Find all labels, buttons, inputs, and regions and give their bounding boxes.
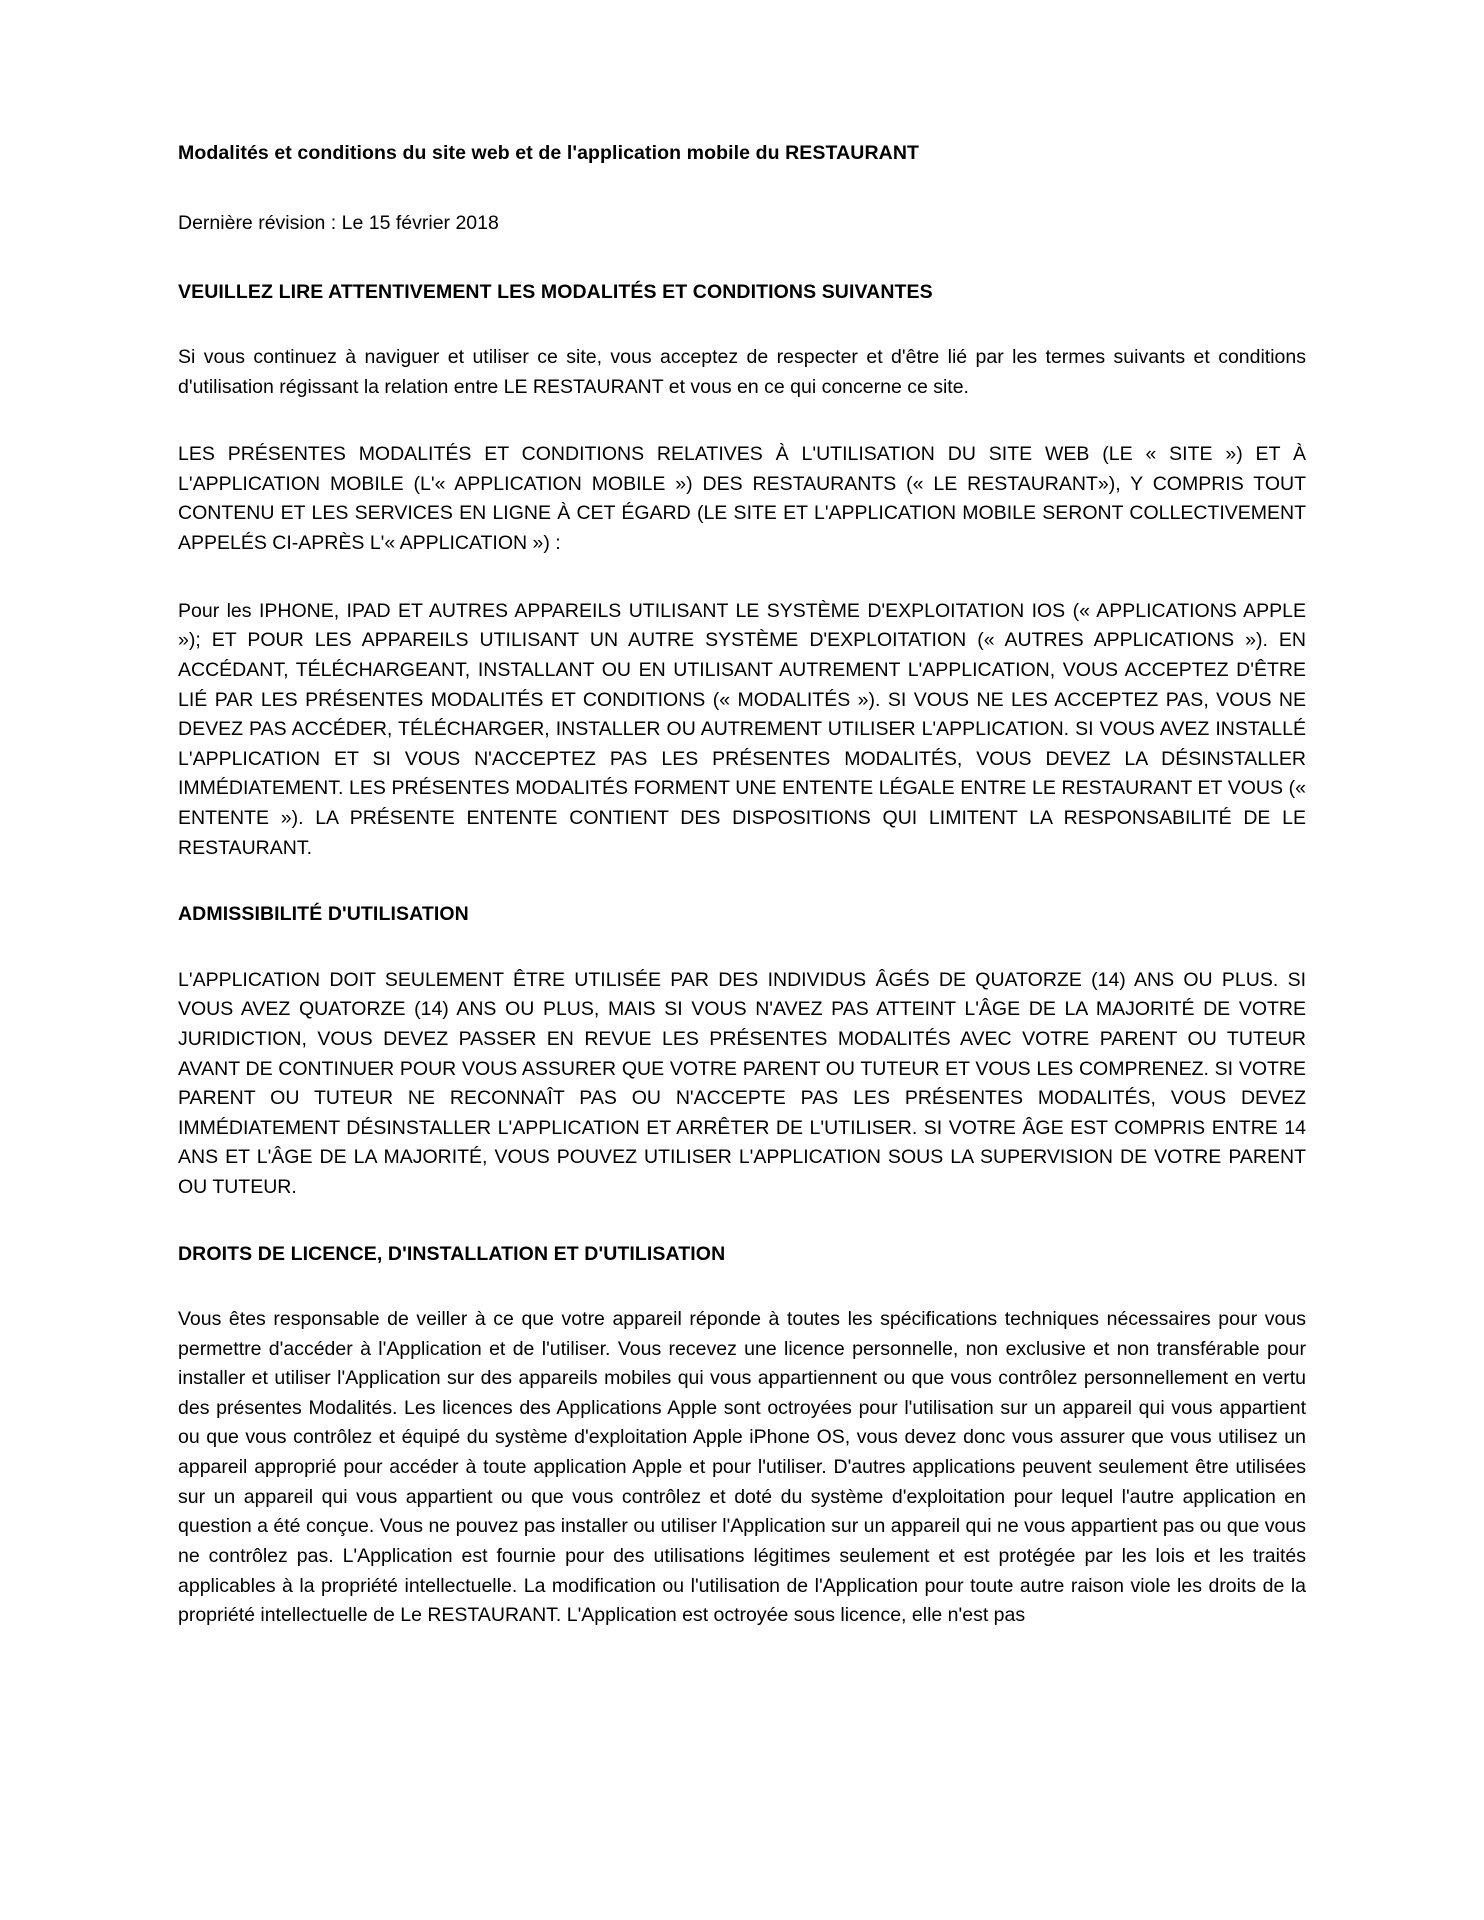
page-title: Modalités et conditions du site web et de l'application mobile du RESTAURANT bbox=[178, 142, 920, 164]
intro-paragraph: Si vous continuez à naviguer et utiliser ce site, vous acceptez de respecter et d'être lié par les termes suivants et conditions d'utilisation régissant la relation entre LE RESTAURANT et vous en ce qui concerne ce site. bbox=[178, 345, 1306, 398]
eligibility-heading: ADMISSIBILITÉ D'UTILISATION bbox=[178, 903, 469, 926]
last-revision-line: Dernière révision : Le 15 février 2018 bbox=[178, 212, 499, 235]
scope-paragraph: LES PRÉSENTES MODALITÉS ET CONDITIONS RELATIVES À L'UTILISATION DU SITE WEB (LE « SITE ») ET À L'APPLICATION MOBILE (L'« APPLICATION MOBILE ») DES RESTAURANTS (« LE RESTAURANT»), Y COMPRIS TOUT CONTENU ET LES SERVICES EN LIGNE À CET ÉGARD (LE SITE ET L'APPLICATION MOBILE SERONT COLLECTIVEMENT APPELÉS CI-APRÈS L'« APPLICATION ») : bbox=[178, 443, 1306, 555]
eligibility-paragraph: L'APPLICATION DOIT SEULEMENT ÊTRE UTILISÉE PAR DES INDIVIDUS ÂGÉS DE QUATORZE (14) ANS OU PLUS. SI VOUS AVEZ QUATORZE (14) ANS OU PLUS, MAIS SI VOUS N'AVEZ PAS ATTEINT L'ÂGE DE LA MAJORITÉ DE VOTRE JURIDICTION, VOUS DEVEZ PASSER EN REVUE LES PRÉSENTES MODALITÉS AVEC VOTRE PARENT OU TUTEUR AVANT DE CONTINUER POUR VOUS ASSURER QUE VOTRE PARENT OU TUTEUR ET VOUS LES COMPRENEZ. SI VOTRE PARENT OU TUTEUR NE RECONNAÎT PAS OU N'ACCEPTE PAS LES PRÉSENTES MODALITÉS, VOUS DEVEZ IMMÉDIATEMENT DÉSINSTALLER L'APPLICATION ET ARRÊTER DE L'UTILISER. SI VOTRE ÂGE EST COMPRIS ENTRE 14 ANS ET L'ÂGE DE LA MAJORITÉ, VOUS POUVEZ UTILISER L'APPLICATION SOUS LA SUPERVISION DE VOTRE PARENT OU TUTEUR. bbox=[178, 968, 1306, 1198]
document-body bbox=[178, 140, 1306, 1631]
notice-heading: VEUILLEZ LIRE ATTENTIVEMENT LES MODALITÉS ET CONDITIONS SUIVANTES bbox=[178, 280, 933, 303]
license-heading: DROITS DE LICENCE, D'INSTALLATION ET D'UTILISATION bbox=[178, 1242, 726, 1265]
license-paragraph: Vous êtes responsable de veiller à ce que votre appareil réponde à toutes les spécifications techniques nécessaires pour vous permettre d'accéder à l'Application et de l'utiliser. Vous recevez une licence personnelle, non exclusive et non transférable pour installer et utiliser l'Application sur des appareils mobiles qui vous appartiennent ou que vous contrôlez personnellement en vertu des présentes Modalités. Les licences des Applications Apple sont octroyées pour l'utilisation sur un appareil qui vous appartient ou que vous contrôlez et équipé du système d'exploitation Apple iPhone OS, vous devez donc vous assurer que vous utilisez un appareil approprié pour accéder à toute application Apple et pour l'utiliser. D'autres applications peuvent seulement être utilisées sur un appareil qui vous appartient ou que vous contrôlez et doté du système d'exploitation pour lequel l'autre application en question a été conçue. Vous ne pouvez pas installer ou utiliser l'Application sur un appareil qui ne vous appartient pas ou que vous ne contrôlez pas. L'Application est fournie pour des utilisations légitimes seulement et est protégée par les lois et les traités applicables à la propriété intellectuelle. La modification ou l'utilisation de l'Application pour toute autre raison viole les droits de la propriété intellectuelle de Le RESTAURANT. L'Application est octroyée sous licence, elle n'est pas bbox=[178, 1307, 1306, 1627]
devices-paragraph: Pour les IPHONE, IPAD ET AUTRES APPAREILS UTILISANT LE SYSTÈME D'EXPLOITATION IOS (« APPLICATIONS APPLE »); ET POUR LES APPAREILS UTILISANT UN AUTRE SYSTÈME D'EXPLOITATION (« AUTRES APPLICATIONS »). EN ACCÉDANT, TÉLÉCHARGEANT, INSTALLANT OU EN UTILISANT AUTREMENT L'APPLICATION, VOUS ACCEPTEZ D'ÊTRE LIÉ PAR LES PRÉSENTES MODALITÉS ET CONDITIONS (« MODALITÉS »). SI VOUS NE LES ACCEPTEZ PAS, VOUS NE DEVEZ PAS ACCÉDER, TÉLÉCHARGER, INSTALLER OU AUTREMENT UTILISER L'APPLICATION. SI VOUS AVEZ INSTALLÉ L'APPLICATION ET SI VOUS N'ACCEPTEZ PAS LES PRÉSENTES MODALITÉS, VOUS DEVEZ LA DÉSINSTALLER IMMÉDIATEMENT. LES PRÉSENTES MODALITÉS FORMENT UNE ENTENTE LÉGALE ENTRE LE RESTAURANT ET VOUS (« ENTENTE »). LA PRÉSENTE ENTENTE CONTIENT DES DISPOSITIONS QUI LIMITENT LA RESPONSABILITÉ DE LE RESTAURANT. bbox=[178, 599, 1306, 859]
